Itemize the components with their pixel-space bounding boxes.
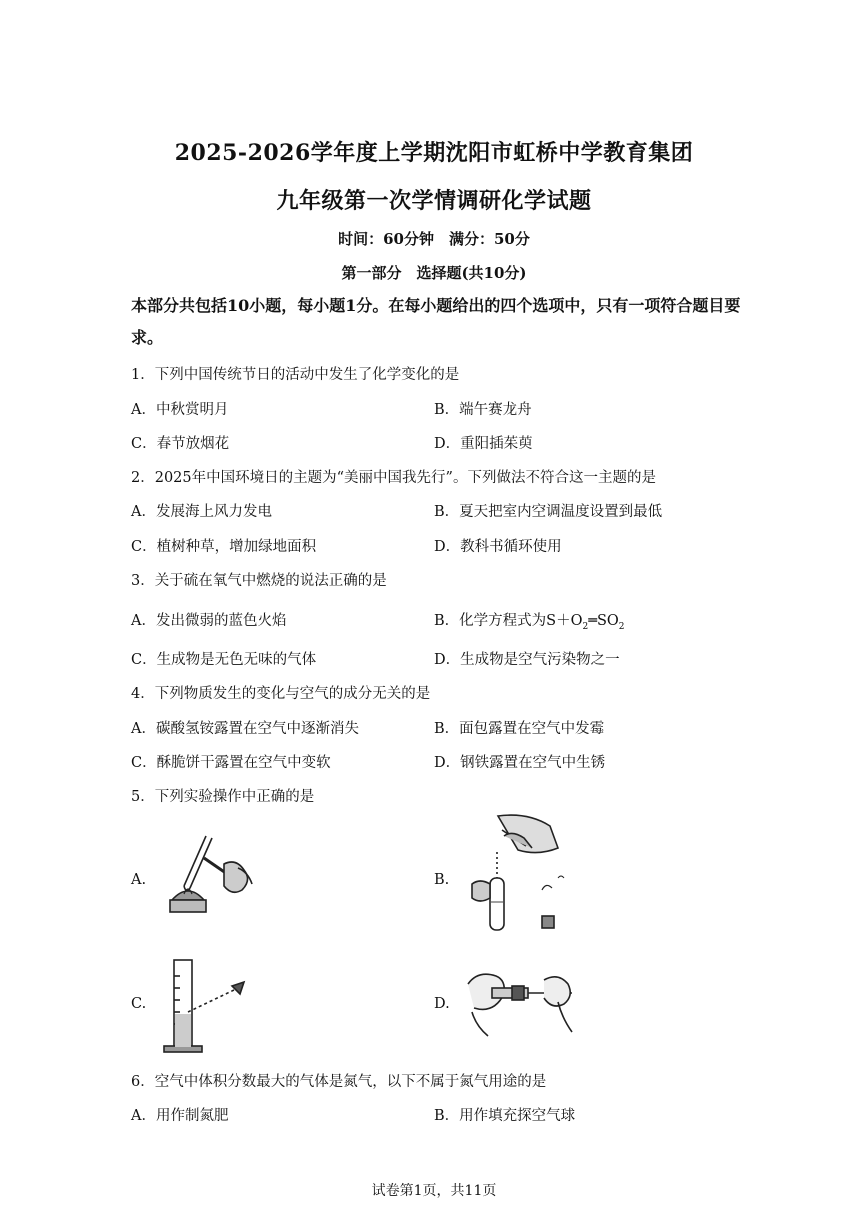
question-2-option-b: B．夏天把室内空调温度设置到最低 (434, 504, 663, 520)
pouring-liquid-illustration (458, 812, 578, 937)
question-1-option-d: D．重阳插茱萸 (434, 436, 533, 452)
question-4-option-a: A．碳酸氢铵露置在空气中逐渐消失 (131, 721, 359, 737)
question-5-option-c: C. (131, 996, 147, 1012)
question-1-option-c: C．春节放烟花 (131, 436, 230, 452)
question-2-stem: 2．2025年中国环境日的主题为“美丽中国我先行”。下列做法不符合这一主题的是 (131, 470, 656, 486)
section-instructions: 本部分共包括10小题，每小题1分。在每小题给出的四个选项中，只有一项符合题目要求。 (131, 296, 741, 347)
question-3-stem: 3．关于硫在氧气中燃烧的说法正确的是 (131, 573, 387, 589)
question-3-option-b-text: B．化学方程式为 (434, 613, 547, 629)
connecting-tube-illustration (462, 962, 582, 1042)
question-1-stem: 1．下列中国传统节日的活动中发生了化学变化的是 (131, 367, 460, 383)
heating-test-tube-illustration (158, 828, 268, 918)
graduated-cylinder-illustration (160, 956, 250, 1056)
question-4-option-c: C．酥脆饼干露置在空气中变软 (131, 755, 331, 771)
exam-title-line1: 2025-2026学年度上学期沈阳市虹桥中学教育集团 (174, 140, 694, 166)
question-3-option-c: C．生成物是无色无味的气体 (131, 652, 317, 668)
question-3-option-d: D．生成物是空气污染物之一 (434, 652, 620, 668)
question-5-stem: 5．下列实验操作中正确的是 (131, 789, 315, 805)
question-4-option-b: B．面包露置在空气中发霉 (434, 721, 605, 737)
question-3-option-a: A．发出微弱的蓝色火焰 (131, 613, 287, 629)
question-5-option-a: A. (131, 872, 147, 888)
page-footer: 试卷第1页，共11页 (371, 1183, 497, 1199)
question-2-option-c: C．植树种草，增加绿地面积 (131, 539, 317, 555)
exam-title-line2: 九年级第一次学情调研化学试题 (276, 188, 592, 214)
chemical-equation: $S+O_2═SO_2$ (546, 613, 625, 632)
question-1-option-b: B．端午赛龙舟 (434, 402, 532, 418)
question-1-option-a: A．中秋赏明月 (131, 402, 229, 418)
question-6-option-a: A．用作制氮肥 (131, 1108, 229, 1124)
question-4-option-d: D．钢铁露置在空气中生锈 (434, 755, 606, 771)
question-5-option-d: D. (434, 996, 450, 1012)
time-score-info: 时间：60分钟 满分：50分 (338, 230, 530, 248)
section-heading: 第一部分 选择题(共10分) (341, 264, 527, 282)
question-5-option-b: B. (434, 872, 450, 888)
question-3-option-b (434, 609, 625, 632)
question-2-option-d: D．教科书循环使用 (434, 539, 562, 555)
question-6-option-b: B．用作填充探空气球 (434, 1108, 576, 1124)
question-6-stem: 6．空气中体积分数最大的气体是氮气，以下不属于氮气用途的是 (131, 1074, 547, 1090)
question-2-option-a: A．发展海上风力发电 (131, 504, 272, 520)
question-4-stem: 4．下列物质发生的变化与空气的成分无关的是 (131, 686, 431, 702)
